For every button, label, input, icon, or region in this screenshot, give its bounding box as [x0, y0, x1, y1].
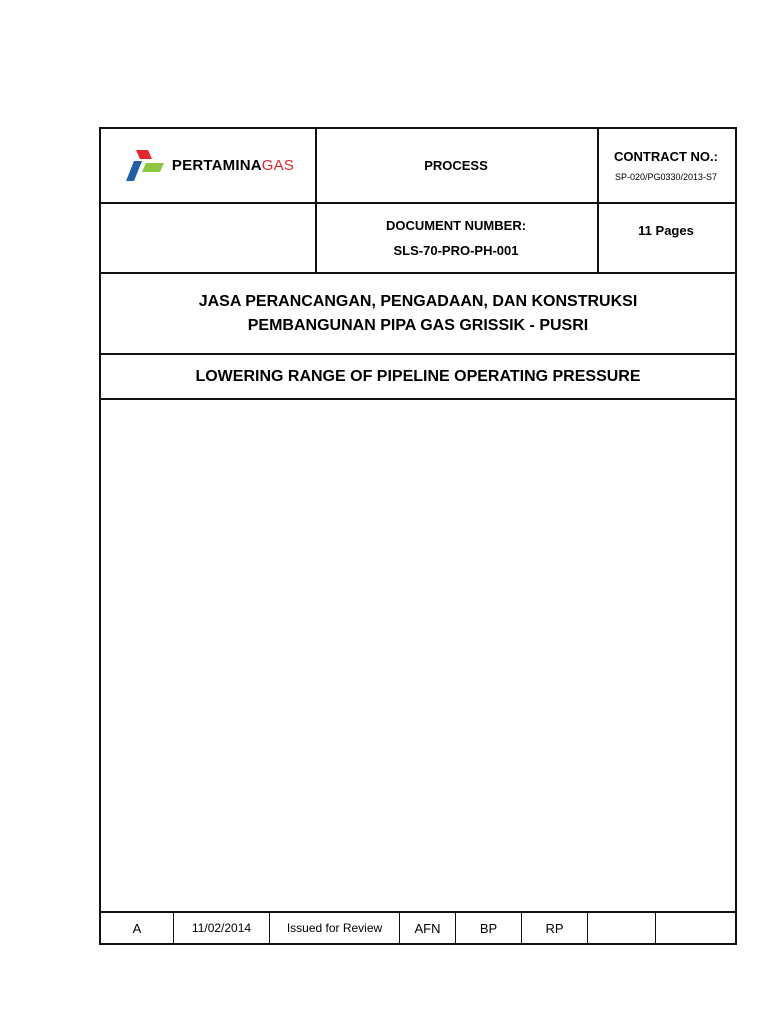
approved-by: RP: [545, 920, 564, 936]
process-label: PROCESS: [424, 158, 488, 173]
prepared-by: AFN: [414, 920, 441, 936]
pertamina-logo-icon: [122, 148, 168, 184]
checked-by: BP: [479, 920, 498, 936]
revision-description: Issued for Review: [286, 921, 383, 935]
divider: [101, 398, 735, 400]
document-cover-frame: [99, 127, 737, 945]
contract-label: CONTRACT NO.:: [614, 149, 718, 164]
project-title-line-1: JASA PERANCANGAN, PENGADAAN, DAN KONSTRUKSI: [198, 292, 638, 310]
document-number-label: DOCUMENT NUMBER:: [385, 218, 527, 233]
revision-extra-cell: [656, 913, 735, 943]
revision-extra-cell: [588, 913, 655, 943]
revision-code: A: [132, 920, 142, 936]
contract-number: SP-020/PG0330/2013-S7: [614, 172, 718, 182]
company-logo: [101, 129, 315, 202]
document-title: LOWERING RANGE OF PIPELINE OPERATING PRESSURE: [195, 367, 641, 385]
project-title: [101, 274, 735, 353]
logo-wordmark: PERTAMINAGAS: [171, 157, 295, 174]
revision-date: 11/02/2014: [191, 921, 252, 935]
page-count: 11 Pages: [638, 222, 694, 238]
project-title-line-2: PEMBANGUNAN PIPA GAS GRISSIK - PUSRI: [247, 316, 589, 334]
document-number: SLS-70-PRO-PH-001: [393, 243, 519, 258]
contract-cell: [597, 129, 735, 202]
document-number-cell: [315, 204, 597, 272]
